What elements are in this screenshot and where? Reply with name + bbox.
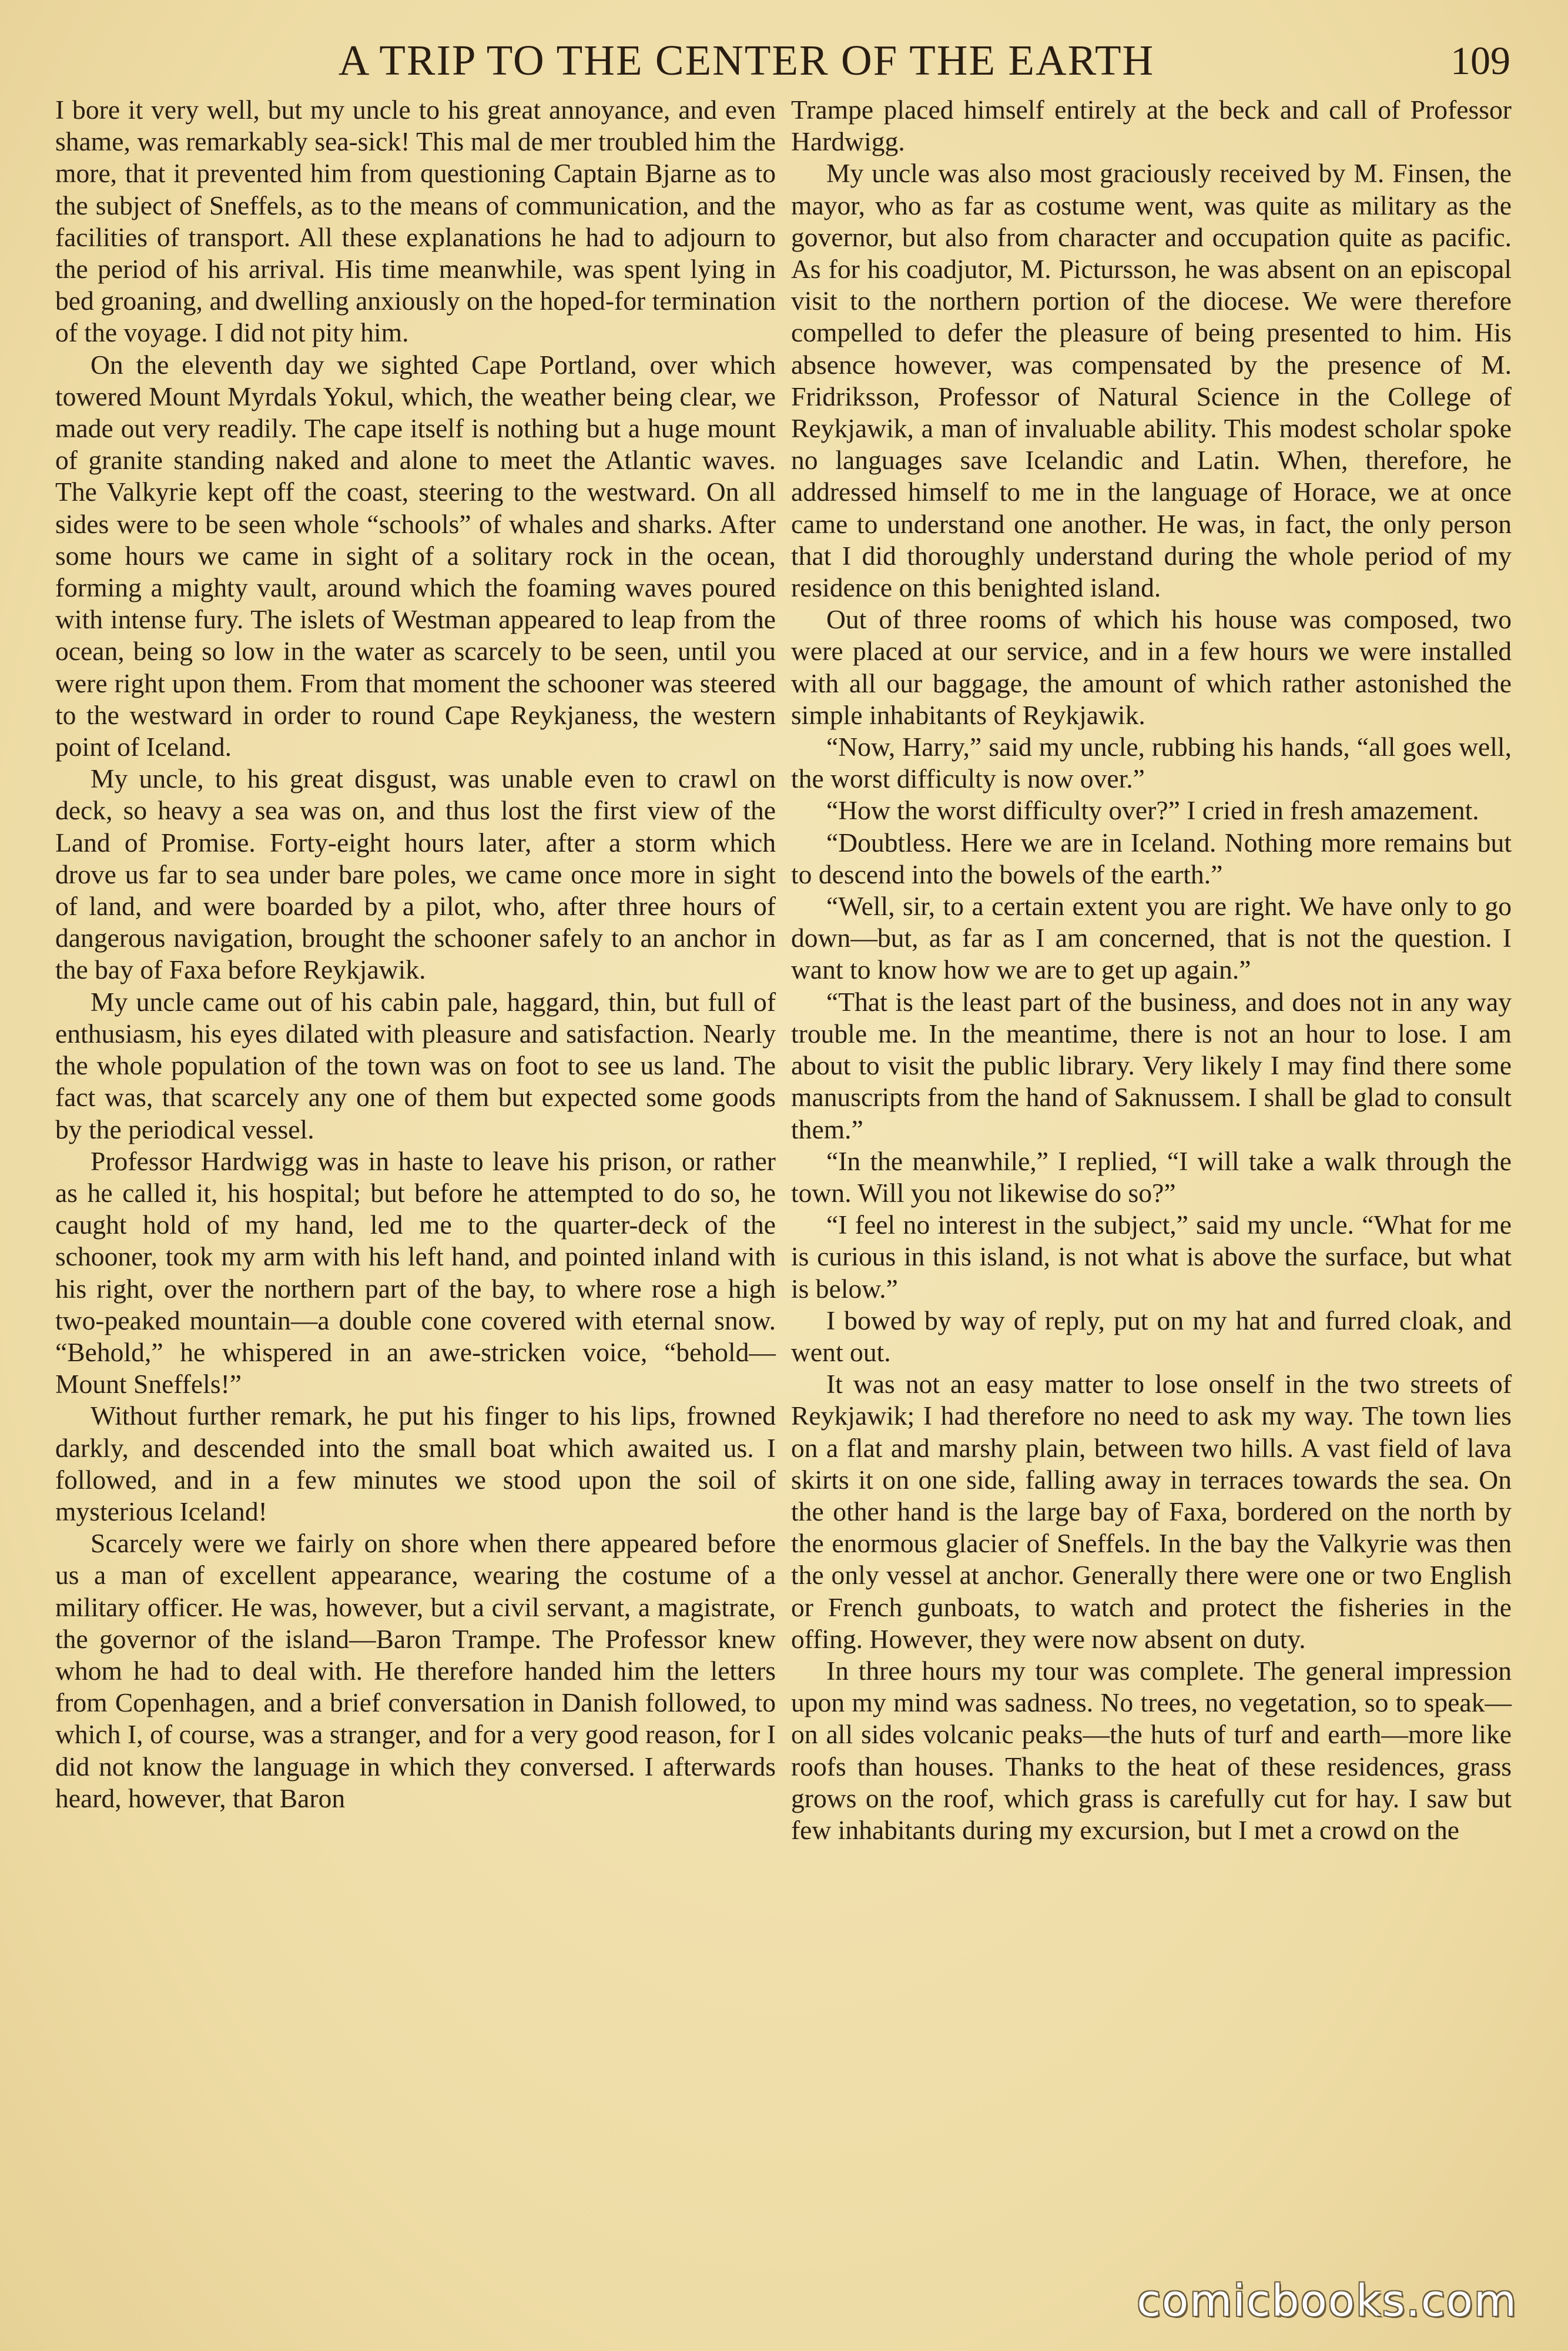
page-header [0, 34, 1568, 87]
paragraph: “In the meanwhile,” I replied, “I will take a walk through the town. Will you not likewise do so?” [791, 1146, 1512, 1208]
right-column [791, 94, 1512, 1846]
paragraph: “Doubtless. Here we are in Iceland. Nothing more remains but to descend into the bowels of the earth.” [791, 827, 1512, 889]
page-number: 109 [1450, 38, 1510, 83]
paragraph: I bowed by way of reply, put on my hat and furred cloak, and went out. [791, 1305, 1512, 1367]
left-column [55, 94, 776, 1814]
running-title: A TRIP TO THE CENTER OF THE EARTH [338, 36, 1155, 84]
paragraph: Scarcely were we fairly on shore when there appeared before us a man of excellent appearance, wearing the costume of a military officer. He was, however, but a civil servant, a magistrate, the governor of the island—Baron Trampe. The Professor knew whom he had to deal with. He therefore handed him the letters from Copenhagen, and a brief conversation in Danish followed, to which I, of course, was a stranger, and for a very good reason, for I did not know the language in which they conversed. I afterwards heard, however, that Baron [55, 1528, 776, 1813]
paragraph: It was not an easy matter to lose onself in the two streets of Reykjawik; I had therefore no need to ask my way. The town lies on a flat and marshy plain, between two hills. A vast field of lava skirts it on one side, falling away in terraces towards the sea. On the other hand is the large bay of Faxa, bordered on the north by the enormous glacier of Sneffels. In the bay the Valkyrie was then the only vessel at anchor. Generally there were one or two English or French gunboats, to watch and protect the fisheries in the offing. However, they were now absent on duty. [791, 1369, 1512, 1654]
paragraph: On the eleventh day we sighted Cape Portland, over which towered Mount Myrdals Yokul, which, the weather being clear, we made out very readily. The cape itself is nothing but a huge mount of granite standing naked and alone to meet the Atlantic waves. The Valkyrie kept off the coast, steering to the westward. On all sides were to be seen whole “schools” of whales and sharks. After some hours we came in sight of a solitary rock in the ocean, forming a mighty vault, around which the foaming waves poured with intense fury. The islets of Westman appeared to leap from the ocean, being so low in the water as scarcely to be seen, until you were right upon them. From that moment the schooner was steered to the westward in order to round Cape Reykjaness, the western point of Iceland. [55, 349, 776, 762]
paragraph: “That is the least part of the business, and does not in any way trouble me. In the meantime, there is not an hour to lose. I am about to visit the public library. Very likely I may find there some manuscripts from the hand of Saknussem. I shall be glad to consult them.” [791, 986, 1512, 1144]
paragraph: Without further remark, he put his finger to his lips, frowned darkly, and descended into the small boat which awaited us. I followed, and in a few minutes we stood upon the soil of mysterious Iceland! [55, 1401, 776, 1526]
paragraph: My uncle, to his great disgust, was unable even to crawl on deck, so heavy a sea was on, and thus lost the first view of the Land of Promise. Forty-eight hours later, after a storm which drove us far to sea under bare poles, we came once more in sight of land, and were boarded by a pilot, who, after three hours of dangerous navigation, brought the schooner safely to an anchor in the bay of Faxa before Reykjawik. [55, 763, 776, 985]
paragraph: In three hours my tour was complete. The general impression upon my mind was sadness. No trees, no vegetation, so to speak—on all sides volcanic peaks—the huts of turf and earth—more like roofs than houses. Thanks to the heat of these residences, grass grows on the roof, which grass is carefully cut for hay. I saw but few inhabitants during my excursion, but I met a crowd on the [791, 1655, 1512, 1845]
paragraph: My uncle was also most graciously received by M. Finsen, the mayor, who as far as costume went, was quite as military as the governor, but also from character and occupation quite as pacific. As for his coadjutor, M. Pictursson, he was absent on an episcopal visit to the northern portion of the diocese. We were therefore compelled to defer the pleasure of being presented to him. His absence however, was compensated by the presence of M. Fridriksson, Professor of Natural Science in the College of Reykjawik, a man of invaluable ability. This modest scholar spoke no languages save Icelandic and Latin. When, therefore, he addressed himself to me in the language of Horace, we at once came to understand one another. He was, in fact, the only person that I did thoroughly understand during the whole period of my residence on this benighted island. [791, 158, 1512, 603]
paragraph: “Now, Harry,” said my uncle, rubbing his hands, “all goes well, the worst difficulty is now over.” [791, 732, 1512, 794]
paragraph: Out of three rooms of which his house was composed, two were placed at our service, and in a few hours we were installed with all our baggage, the amount of which rather astonished the simple inhabitants of Reykjawik. [791, 604, 1512, 730]
paragraph: My uncle came out of his cabin pale, haggard, thin, but full of enthusiasm, his eyes dilated with pleasure and satisfaction. Nearly the whole population of the town was on foot to see us land. The fact was, that scarcely any one of them but expected some goods by the periodical vessel. [55, 986, 776, 1144]
paragraph: “Well, sir, to a certain extent you are right. We have only to go down—but, as far as I am concerned, that is not the question. I want to know how we are to get up again.” [791, 891, 1512, 985]
paragraph: I bore it very well, but my uncle to his great annoyance, and even shame, was remarkably sea-sick! This mal de mer troubled him the more, that it prevented him from questioning Captain Bjarne as to the subject of Sneffels, as to the means of communication, and the facilities of transport. All these explanations he had to adjourn to the period of his arrival. His time meanwhile, was spent lying in bed groaning, and dwelling anxiously on the hoped-for termination of the voyage. I did not pity him. [55, 95, 776, 348]
paragraph: Professor Hardwigg was in haste to leave his prison, or rather as he called it, his hospital; but before he attempted to do so, he caught hold of my hand, led me to the quarter-deck of the schooner, took my arm with his left hand, and pointed inland with his right, over the northern part of the bay, to where rose a high two-peaked mountain—a double cone covered with eternal snow. “Behold,” he whispered in an awe-stricken voice, “behold—Mount Sneffels!” [55, 1146, 776, 1399]
paragraph: “How the worst difficulty over?” I cried in fresh amazement. [826, 795, 1479, 826]
site-watermark: comicbooks.com [1137, 2276, 1517, 2326]
paragraph: “I feel no interest in the subject,” said my uncle. “What for me is curious in this island, is not what is above the surface, but what is below.” [791, 1210, 1512, 1304]
paragraph: Trampe placed himself entirely at the beck and call of Professor Hardwigg. [791, 95, 1512, 157]
